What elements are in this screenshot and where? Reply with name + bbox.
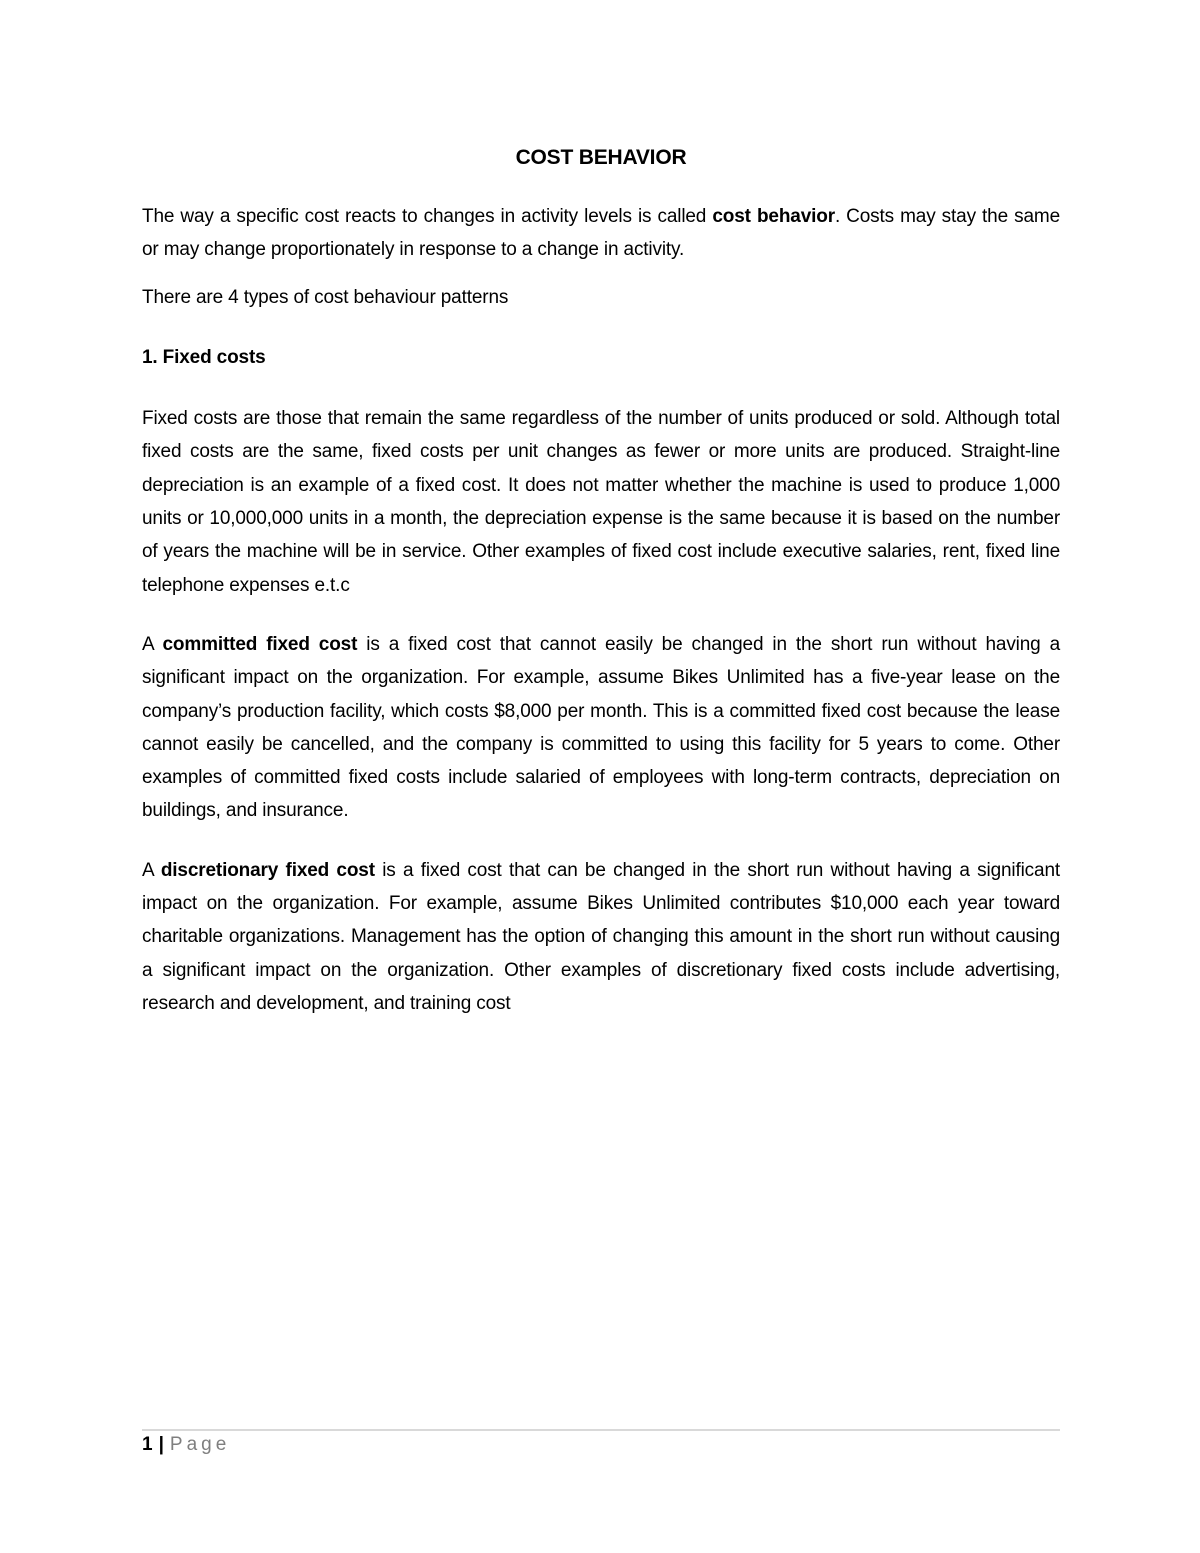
intro-term-cost-behavior: cost behavior bbox=[712, 206, 835, 227]
discretionary-text-after: is a fixed cost that can be changed in the short run without having a significant impact on the organization. For example, assume Bikes Unlimited contributes $10,000 each year toward charitable organizations. Management has the option of changing this amount in the short run without causing a significant impact on the organization. Other examples of discretionary fixed costs include advertising, research and development, and training cost bbox=[142, 859, 1060, 1014]
section-heading-fixed-costs: 1. Fixed costs bbox=[142, 346, 266, 368]
footer-separator: | bbox=[158, 1434, 164, 1455]
discretionary-term: discretionary fixed cost bbox=[160, 859, 375, 881]
intro-text-before: The way a specific cost reacts to changes in activity levels is called bbox=[142, 206, 713, 227]
committed-term: committed fixed cost bbox=[162, 633, 358, 655]
committed-fixed-cost-paragraph bbox=[142, 628, 1060, 828]
footer-divider bbox=[142, 1429, 1060, 1431]
page-content bbox=[142, 140, 1060, 1020]
discretionary-fixed-cost-paragraph bbox=[142, 854, 1060, 1020]
committed-text-after: is a fixed cost that cannot easily be changed in the short run without having a significant impact on the organization. For example, assume Bikes Unlimited has a five-year lease on the company’s production facility, which costs $8,000 per month. This is a committed fixed cost because the lease cannot easily be cancelled, and the company is committed to using this facility for 5 years to come. Other examples of committed fixed costs include salaried of employees with long-term contracts, depreciation on buildings, and insurance. bbox=[142, 633, 1060, 822]
footer-page-number: 1 bbox=[142, 1434, 153, 1455]
committed-text-before: A bbox=[142, 633, 163, 655]
intro-text-after: . Costs may stay the same or may change proportionately in response to a change in activity. bbox=[142, 206, 1060, 261]
types-sentence: There are 4 types of cost behaviour patterns bbox=[142, 286, 509, 308]
discretionary-text-before: A bbox=[142, 859, 161, 881]
page-title: COST BEHAVIOR bbox=[515, 146, 687, 169]
fixed-costs-paragraph: Fixed costs are those that remain the same regardless of the number of units produced or sold. Although total fixed costs are the same, fixed costs per unit changes as fewer or more units are produced. Straight-line depreciation is an example of a fixed cost. It does not matter whether the machine is used to produce 1,000 units or 10,000,000 units in a month, the depreciation expense is the same because it is based on the number of years the machine will be in service. Other examples of fixed cost include executive salaries, rent, fixed line telephone expenses e.t.c bbox=[142, 408, 1060, 596]
page-footer bbox=[142, 1432, 230, 1458]
footer-page-label: Page bbox=[169, 1434, 231, 1455]
intro-paragraph bbox=[142, 200, 1060, 267]
